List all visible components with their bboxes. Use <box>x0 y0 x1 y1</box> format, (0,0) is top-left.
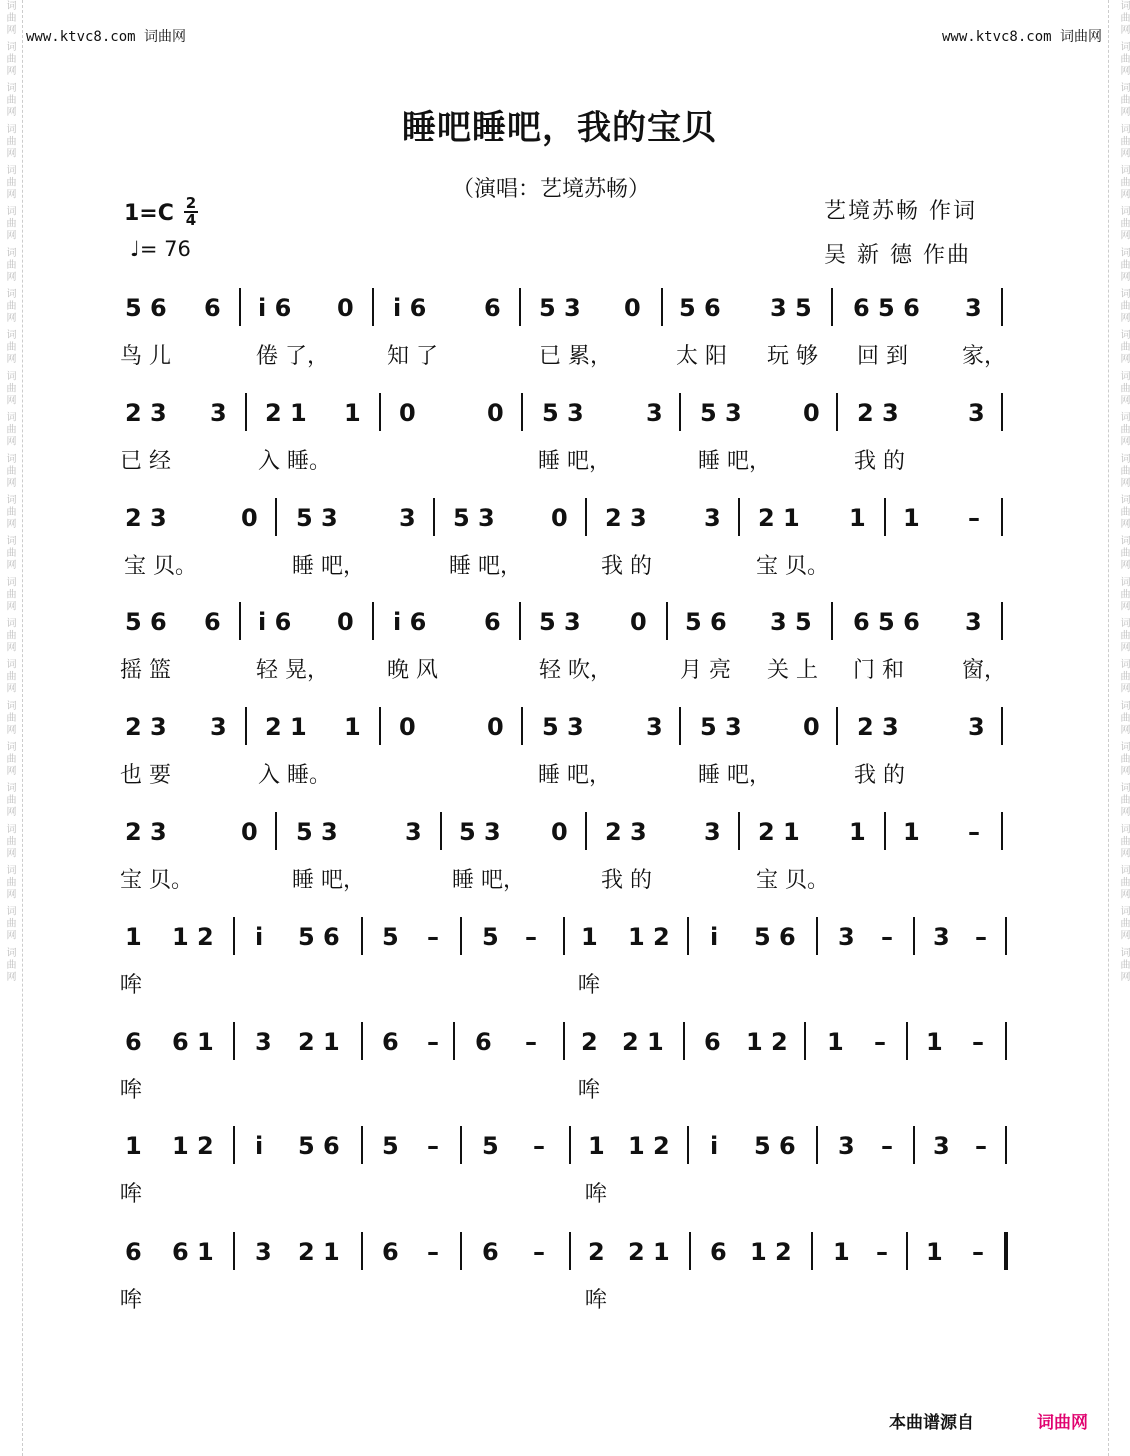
note-group: 1 <box>903 818 920 846</box>
barline <box>804 1022 806 1060</box>
score-line <box>0 1132 1130 1207</box>
note-group: 5 3 <box>296 818 338 846</box>
note-group: 3 <box>933 923 950 951</box>
note-group: 2 3 <box>125 713 167 741</box>
barline <box>1001 393 1003 431</box>
lyric-text: 哞 <box>585 1182 608 1207</box>
score-line <box>0 294 1130 369</box>
barline <box>361 1022 363 1060</box>
lyric-text: 月 亮 <box>680 658 731 683</box>
note-group: 0 <box>337 294 354 322</box>
barline <box>275 498 277 536</box>
barline <box>275 812 277 850</box>
lyric-text: 睡 吧， <box>538 763 611 788</box>
barline <box>683 1022 685 1060</box>
lyric-text: 宝 贝。 <box>756 868 829 893</box>
note-group: 1 <box>926 1238 943 1266</box>
note-group: 6 <box>482 1238 499 1266</box>
barline <box>689 1232 691 1270</box>
note-group: 2 3 <box>605 818 647 846</box>
barline <box>233 1232 235 1270</box>
note-group: 6 1 <box>172 1028 214 1056</box>
score-line <box>0 608 1130 683</box>
barline <box>913 917 915 955</box>
note-group: 1 <box>125 923 142 951</box>
note-group: 5 <box>382 923 399 951</box>
lyric-text: 太 阳 <box>676 344 727 369</box>
note-group: 5 3 <box>700 399 742 427</box>
note-group: 6 5 6 <box>853 608 920 636</box>
note-group: 6 <box>204 608 221 636</box>
barline <box>361 1232 363 1270</box>
note-group: 0 <box>630 608 647 636</box>
note-group: 0 <box>803 713 820 741</box>
barline <box>585 498 587 536</box>
lyric-text: 鸟 儿 <box>120 344 171 369</box>
note-group: 3 <box>838 1132 855 1160</box>
lyric-text: 睡 吧， <box>698 449 771 474</box>
note-group: 5 3 <box>542 399 584 427</box>
note-group: – <box>975 923 987 951</box>
site-url-left[interactable]: www.ktvc8.com 词曲网 <box>26 29 187 45</box>
note-group: 3 <box>965 608 982 636</box>
note-group: – <box>874 1028 886 1056</box>
barline <box>245 707 247 745</box>
lyric-text: 轻 晃， <box>256 658 329 683</box>
barline <box>239 602 241 640</box>
note-group: 2 1 <box>758 504 800 532</box>
lyric-text: 哞 <box>578 973 601 998</box>
barline <box>440 812 442 850</box>
barline <box>239 288 241 326</box>
note-group: 3 <box>255 1238 272 1266</box>
lyric-text: 我 的 <box>601 554 652 579</box>
note-group: – <box>968 504 980 532</box>
note-group: 3 <box>838 923 855 951</box>
barline <box>433 498 435 536</box>
barline <box>1001 288 1003 326</box>
note-group: 5 <box>482 923 499 951</box>
barline <box>233 917 235 955</box>
note-group: 3 <box>399 504 416 532</box>
note-group: 2 1 <box>298 1028 340 1056</box>
note-group: 0 <box>803 399 820 427</box>
barline <box>585 812 587 850</box>
note-group: 2 3 <box>857 399 899 427</box>
note-group: 6 <box>382 1028 399 1056</box>
note-group: 5 6 <box>685 608 727 636</box>
lyric-text: 晚 风 <box>387 658 438 683</box>
note-group: 5 3 <box>539 294 581 322</box>
lyric-text: 宝 贝。 <box>124 554 197 579</box>
note-group: 3 5 <box>770 608 812 636</box>
note-group: 2 1 <box>265 713 307 741</box>
lyric-text: 窗， <box>962 658 1007 683</box>
lyric-text: 倦 了， <box>256 344 329 369</box>
note-group: 1 2 <box>172 1132 214 1160</box>
note-group: 2 3 <box>125 818 167 846</box>
note-group: 1 <box>849 818 866 846</box>
lyric-text: 已 累， <box>539 344 612 369</box>
note-group: 3 5 <box>770 294 812 322</box>
note-group: 5 3 <box>296 504 338 532</box>
note-group: 0 <box>399 713 416 741</box>
note-group: 0 <box>399 399 416 427</box>
note-group: 6 <box>382 1238 399 1266</box>
lyric-text: 宝 贝。 <box>120 868 193 893</box>
note-group: – <box>881 923 893 951</box>
final-barline <box>1004 1232 1008 1270</box>
note-group: 6 <box>710 1238 727 1266</box>
note-group: 5 6 <box>679 294 721 322</box>
note-group: 1 <box>344 713 361 741</box>
barline <box>460 1232 462 1270</box>
barline <box>569 1126 571 1164</box>
note-group: – <box>975 1132 987 1160</box>
note-group: 0 <box>241 504 258 532</box>
note-group: 1 2 <box>628 1132 670 1160</box>
lyric-text: 摇 篮 <box>120 658 171 683</box>
note-group: 0 <box>624 294 641 322</box>
barline <box>884 498 886 536</box>
barline <box>379 393 381 431</box>
lyric-text: 也 要 <box>120 763 171 788</box>
note-group: 0 <box>487 399 504 427</box>
site-url-right[interactable]: www.ktvc8.com 词曲网 <box>942 29 1103 45</box>
lyric-text: 宝 贝。 <box>756 554 829 579</box>
source-label: 本曲谱源自 <box>889 1413 974 1433</box>
note-group: 6 5 6 <box>853 294 920 322</box>
note-group: 6 <box>484 608 501 636</box>
note-group: – <box>876 1238 888 1266</box>
note-group: 5 6 <box>754 923 796 951</box>
note-group: 1 2 <box>750 1238 792 1266</box>
performer-subtitle: （演唱：艺境苏畅） <box>452 177 651 202</box>
note-group: 3 <box>704 818 721 846</box>
barline <box>913 1126 915 1164</box>
note-group: 1 <box>849 504 866 532</box>
note-group: 2 1 <box>758 818 800 846</box>
barline <box>460 1126 462 1164</box>
lyricist-credit: 艺境苏畅 作词 <box>824 199 977 224</box>
barline <box>816 917 818 955</box>
note-group: – <box>533 1238 545 1266</box>
lyric-text: 睡 吧， <box>292 868 365 893</box>
barline <box>836 707 838 745</box>
note-group: 1 <box>926 1028 943 1056</box>
note-group: – <box>533 1132 545 1160</box>
watermark-left: 词曲网 词曲网 词曲网 词曲网 词曲网 词曲网 词曲网 词曲网 词曲网 词曲网 词曲网 词曲网 词曲网 词曲网 词曲网 词曲网 词曲网 词曲网 词曲网 词曲网 词曲网 词曲网 词曲网 词曲网 <box>4 0 15 984</box>
note-group: 6 <box>204 294 221 322</box>
note-group: i <box>710 1132 719 1160</box>
note-group: 2 3 <box>125 399 167 427</box>
note-group: 5 6 <box>125 608 167 636</box>
barline <box>563 917 565 955</box>
barline <box>679 393 681 431</box>
note-group: 6 <box>484 294 501 322</box>
barline <box>453 1022 455 1060</box>
barline <box>666 602 668 640</box>
barline <box>1001 812 1003 850</box>
barline <box>738 498 740 536</box>
time-signature-top: 2 <box>185 194 197 212</box>
note-group: 1 <box>125 1132 142 1160</box>
barline <box>1001 498 1003 536</box>
barline <box>233 1022 235 1060</box>
barline <box>1005 1126 1007 1164</box>
lyric-text: 知 了 <box>387 344 438 369</box>
barline <box>569 1232 571 1270</box>
note-group: 1 2 <box>172 923 214 951</box>
note-group: 5 6 <box>298 923 340 951</box>
song-title: 睡吧睡吧，我的宝贝 <box>402 108 717 148</box>
brand-logo[interactable]: 词曲网 <box>1037 1413 1088 1433</box>
note-group: i <box>255 923 264 951</box>
lyric-text: 睡 吧， <box>538 449 611 474</box>
note-group: 3 <box>646 713 663 741</box>
lyric-text: 哞 <box>578 1078 601 1103</box>
note-group: i <box>710 923 719 951</box>
note-group: 5 3 <box>539 608 581 636</box>
barline <box>738 812 740 850</box>
note-group: 5 3 <box>700 713 742 741</box>
barline <box>816 1126 818 1164</box>
note-group: 0 <box>551 504 568 532</box>
lyric-text: 玩 够 <box>767 344 818 369</box>
lyric-text: 我 的 <box>854 449 905 474</box>
note-group: – <box>427 1028 439 1056</box>
lyric-text: 我 的 <box>601 868 652 893</box>
barline <box>519 288 521 326</box>
barline <box>361 917 363 955</box>
lyric-text: 回 到 <box>857 344 908 369</box>
barline <box>687 917 689 955</box>
note-group: – <box>427 1132 439 1160</box>
note-group: – <box>427 1238 439 1266</box>
barline <box>460 917 462 955</box>
note-group: 1 <box>833 1238 850 1266</box>
lyric-text: 入 睡。 <box>258 449 331 474</box>
barline <box>521 707 523 745</box>
note-group: 2 3 <box>125 504 167 532</box>
barline <box>521 393 523 431</box>
barline <box>1005 1022 1007 1060</box>
tempo-marking: ♩= 76 <box>130 237 191 261</box>
note-group: 6 <box>125 1028 142 1056</box>
lyric-text: 哞 <box>120 1288 143 1313</box>
note-group: i <box>255 1132 264 1160</box>
note-group: 5 <box>482 1132 499 1160</box>
note-group: 2 1 <box>622 1028 664 1056</box>
note-group: 1 2 <box>628 923 670 951</box>
note-group: 3 <box>968 713 985 741</box>
barline <box>831 288 833 326</box>
lyric-text: 哞 <box>120 1078 143 1103</box>
note-group: i 6 <box>258 608 292 636</box>
lyric-text: 睡 吧， <box>698 763 771 788</box>
note-group: 2 1 <box>628 1238 670 1266</box>
lyric-text: 入 睡。 <box>258 763 331 788</box>
watermark-right: 词曲网 词曲网 词曲网 词曲网 词曲网 词曲网 词曲网 词曲网 词曲网 词曲网 词曲网 词曲网 词曲网 词曲网 词曲网 词曲网 词曲网 词曲网 词曲网 词曲网 词曲网 词曲网 词曲网 词曲网 <box>1118 0 1129 984</box>
note-group: 0 <box>551 818 568 846</box>
note-group: 5 3 <box>542 713 584 741</box>
key-signature: 1=C <box>124 201 174 226</box>
score-line <box>0 818 1130 893</box>
barline <box>661 288 663 326</box>
note-group: 2 <box>588 1238 605 1266</box>
note-group: 3 <box>646 399 663 427</box>
note-group: 2 1 <box>298 1238 340 1266</box>
barline <box>906 1022 908 1060</box>
barline <box>379 707 381 745</box>
barline <box>519 602 521 640</box>
note-group: 3 <box>704 504 721 532</box>
note-group: 3 <box>968 399 985 427</box>
barline <box>906 1232 908 1270</box>
note-group: i 6 <box>393 294 427 322</box>
note-group: 2 1 <box>265 399 307 427</box>
note-group: 2 3 <box>857 713 899 741</box>
note-group: 3 <box>405 818 422 846</box>
note-group: – <box>968 818 980 846</box>
note-group: – <box>972 1238 984 1266</box>
time-signature <box>184 196 198 228</box>
note-group: 6 <box>475 1028 492 1056</box>
barline <box>831 602 833 640</box>
lyric-text: 睡 吧， <box>292 554 365 579</box>
note-group: 1 <box>581 923 598 951</box>
note-group: 1 <box>588 1132 605 1160</box>
note-group: i 6 <box>393 608 427 636</box>
note-group: 1 <box>827 1028 844 1056</box>
barline <box>372 288 374 326</box>
note-group: 2 3 <box>605 504 647 532</box>
barline <box>811 1232 813 1270</box>
barline <box>563 1022 565 1060</box>
score-line <box>0 399 1130 474</box>
lyric-text: 门 和 <box>853 658 904 683</box>
note-group: – <box>525 1028 537 1056</box>
note-group: 0 <box>241 818 258 846</box>
barline <box>1001 707 1003 745</box>
barline <box>836 393 838 431</box>
lyric-text: 哞 <box>585 1288 608 1313</box>
barline <box>884 812 886 850</box>
note-group: 2 <box>581 1028 598 1056</box>
score-line <box>0 1238 1130 1313</box>
note-group: 5 6 <box>125 294 167 322</box>
score-line <box>0 713 1130 788</box>
lyric-text: 关 上 <box>767 658 818 683</box>
note-group: 3 <box>210 399 227 427</box>
note-group: 5 <box>382 1132 399 1160</box>
lyric-text: 已 经 <box>120 449 171 474</box>
note-group: 0 <box>487 713 504 741</box>
note-group: – <box>881 1132 893 1160</box>
lyric-text: 睡 吧， <box>449 554 522 579</box>
lyric-text: 家， <box>962 344 1007 369</box>
note-group: 5 3 <box>459 818 501 846</box>
score-line <box>0 923 1130 998</box>
barline <box>233 1126 235 1164</box>
barline <box>687 1126 689 1164</box>
note-group: 1 2 <box>746 1028 788 1056</box>
note-group: 3 <box>255 1028 272 1056</box>
barline <box>372 602 374 640</box>
note-group: 1 <box>344 399 361 427</box>
barline <box>245 393 247 431</box>
lyric-text: 哞 <box>120 973 143 998</box>
note-group: – <box>525 923 537 951</box>
note-group: 3 <box>933 1132 950 1160</box>
time-signature-bottom: 4 <box>185 211 197 229</box>
barline <box>1005 917 1007 955</box>
note-group: 5 3 <box>453 504 495 532</box>
note-group: – <box>427 923 439 951</box>
composer-credit: 吴 新 德 作曲 <box>824 243 971 268</box>
note-group: 0 <box>337 608 354 636</box>
score-line <box>0 504 1130 579</box>
note-group: – <box>972 1028 984 1056</box>
barline <box>361 1126 363 1164</box>
barline <box>679 707 681 745</box>
note-group: 3 <box>965 294 982 322</box>
note-group: 6 <box>704 1028 721 1056</box>
note-group: 5 6 <box>298 1132 340 1160</box>
score-line <box>0 1028 1130 1103</box>
lyric-text: 睡 吧， <box>452 868 525 893</box>
lyric-text: 轻 吹， <box>539 658 612 683</box>
lyric-text: 哞 <box>120 1182 143 1207</box>
note-group: 3 <box>210 713 227 741</box>
note-group: 5 6 <box>754 1132 796 1160</box>
note-group: i 6 <box>258 294 292 322</box>
barline <box>1001 602 1003 640</box>
note-group: 6 <box>125 1238 142 1266</box>
note-group: 1 <box>903 504 920 532</box>
lyric-text: 我 的 <box>854 763 905 788</box>
note-group: 6 1 <box>172 1238 214 1266</box>
